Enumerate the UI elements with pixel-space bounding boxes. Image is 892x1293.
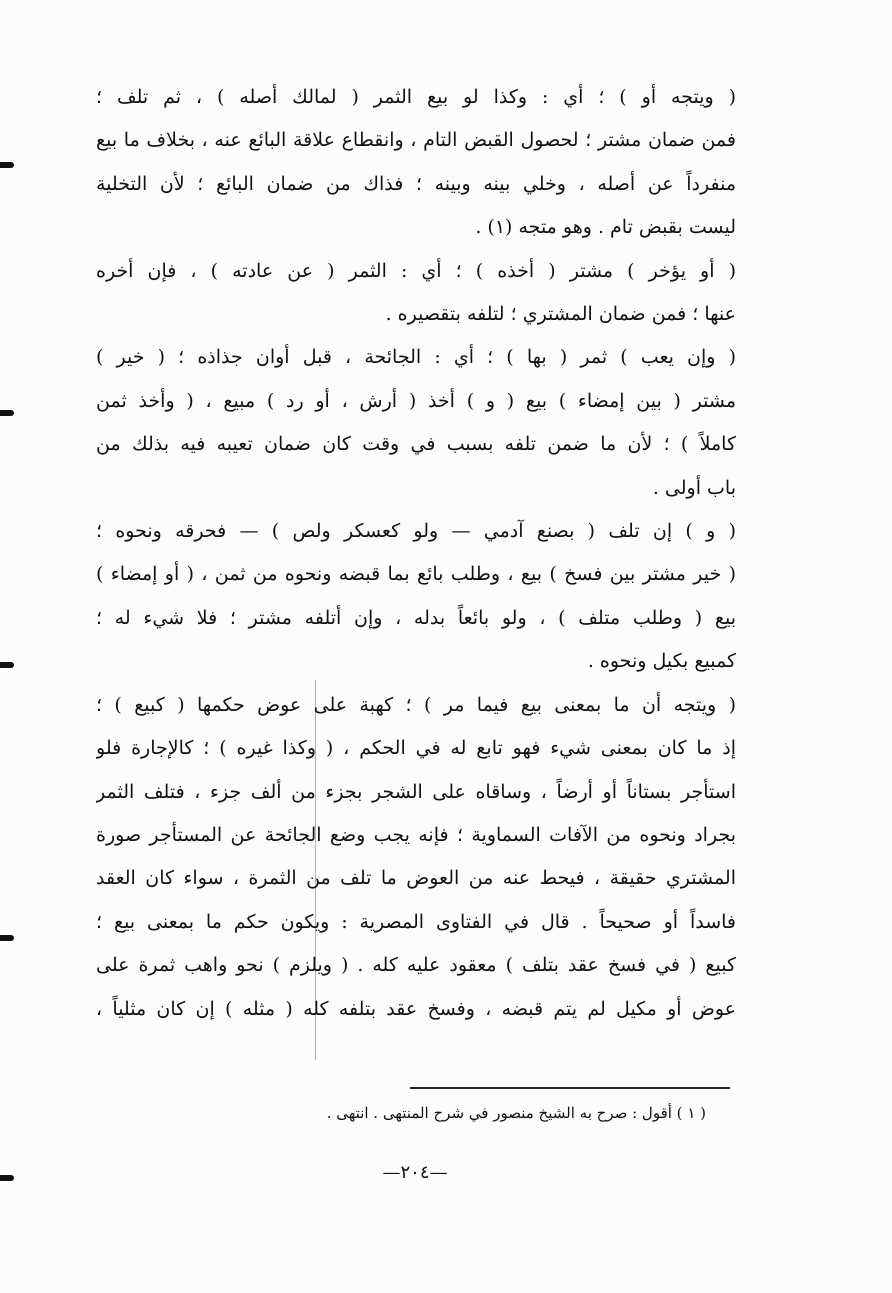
text-line: باب أولى . [652, 476, 736, 499]
text-line: بيع ( وطلب متلف ) ، ولو بائعاً بدله ، وإن أتلفه مشتر ؛ فلا شيء له ؛ [96, 606, 736, 629]
paragraph [96, 76, 736, 250]
paragraph [96, 684, 736, 1031]
text-line: ( أو يؤخر ) مشتر ( أخذه ) ؛ أي : الثمر ( عن عادته ) ، فإن أخره [96, 259, 736, 282]
text-line: بجراد ونحوه من الآفات السماوية ؛ فإنه يجب وضع الجائحة عن المستأجر صورة [96, 823, 736, 846]
text-line: عنها ؛ فمن ضمان المشتري ؛ لتلفه بتقصيره . [385, 303, 736, 326]
margin-binding-mark [0, 662, 14, 668]
margin-binding-mark [0, 935, 14, 941]
text-line: ليست بقبض تام . وهو متجه (١) . [475, 216, 736, 239]
text-line: فاسداً أو صحيحاً . قال في الفتاوى المصرية : ويكون حكم ما بمعنى بيع ؛ [96, 910, 736, 933]
text-line: ( ويتجه أن ما بمعنى بيع فيما مر ) ؛ كهبة على عوض حكمها ( كبيع ) ؛ [96, 693, 736, 716]
text-line: إذ ما كان بمعنى شيء فهو تابع له في الحكم ، ( وكذا غيره ) ؛ كالإجارة فلو [96, 737, 736, 760]
text-line: استأجر بستاناً أو أرضاً ، وساقاه على الشجر بجزء من ألف جزء ، فتلف الثمر [96, 780, 736, 803]
page-number: —٢٠٤— [382, 1162, 448, 1183]
text-line: ( وإن يعب ) ثمر ( بها ) ؛ أي : الجائحة ، قبل أوان جذاذه ؛ ( خير ) [96, 346, 736, 369]
text-line: ( ويتجه أو ) ؛ أي : وكذا لو بيع الثمر ( لمالك أصله ) ، ثم تلف ؛ [96, 86, 736, 108]
main-text [96, 76, 736, 1031]
text-line: فمن ضمان مشتر ؛ لحصول القبض التام ، وانقطاع علاقة البائع عنه ، بخلاف ما بيع [96, 129, 736, 152]
margin-binding-mark [0, 162, 14, 168]
text-line: كاملاً ) ؛ لأن ما ضمن تلفه بسبب في وقت كان ضمان تعيبه فيه بذلك من [96, 433, 736, 456]
paragraph [96, 510, 736, 684]
margin-binding-mark [0, 1175, 14, 1181]
margin-binding-mark [0, 410, 14, 416]
text-line: ( خير مشتر بين فسخ ) بيع ، وطلب بائع بما قبضه ونحوه من ثمن ، ( أو إمضاء ) [96, 563, 736, 586]
text-line: كبيع ( في فسخ عقد بتلف ) معقود عليه كله . ( ويلزم ) نحو واهب ثمرة على [96, 954, 736, 977]
footnote: ( ١ ) أقول : صرح به الشيخ منصور في شرح المنتهى . انتهى . [326, 1104, 706, 1122]
text-line: المشتري حقيقة ، فيحط عنه من العوض ما تلف من الثمرة ، سواء كان العقد [96, 867, 736, 890]
text-line: كمبيع بكيل ونحوه . [587, 650, 736, 673]
footnote-divider [410, 1087, 730, 1089]
text-line: منفرداً عن أصله ، وخلي بينه وبينه ؛ فذاك من ضمان البائع ؛ لأن التخلية [96, 172, 736, 195]
text-line: مشتر ( بين إمضاء ) بيع ( و ) أخذ ( أرش ، أو رد ) مبيع ، ( وأخذ ثمن [96, 389, 736, 412]
paragraph [96, 336, 736, 510]
text-line: ( و ) إن تلف ( بصنع آدمي — ولو كعسكر ولص ) — فحرقه ونحوه ؛ [96, 520, 736, 543]
paragraph [96, 250, 736, 337]
text-line: عوض أو مكيل لم يتم قبضه ، وفسخ عقد بتلفه كله ( مثله ) إن كان مثلياً ، [96, 997, 736, 1020]
